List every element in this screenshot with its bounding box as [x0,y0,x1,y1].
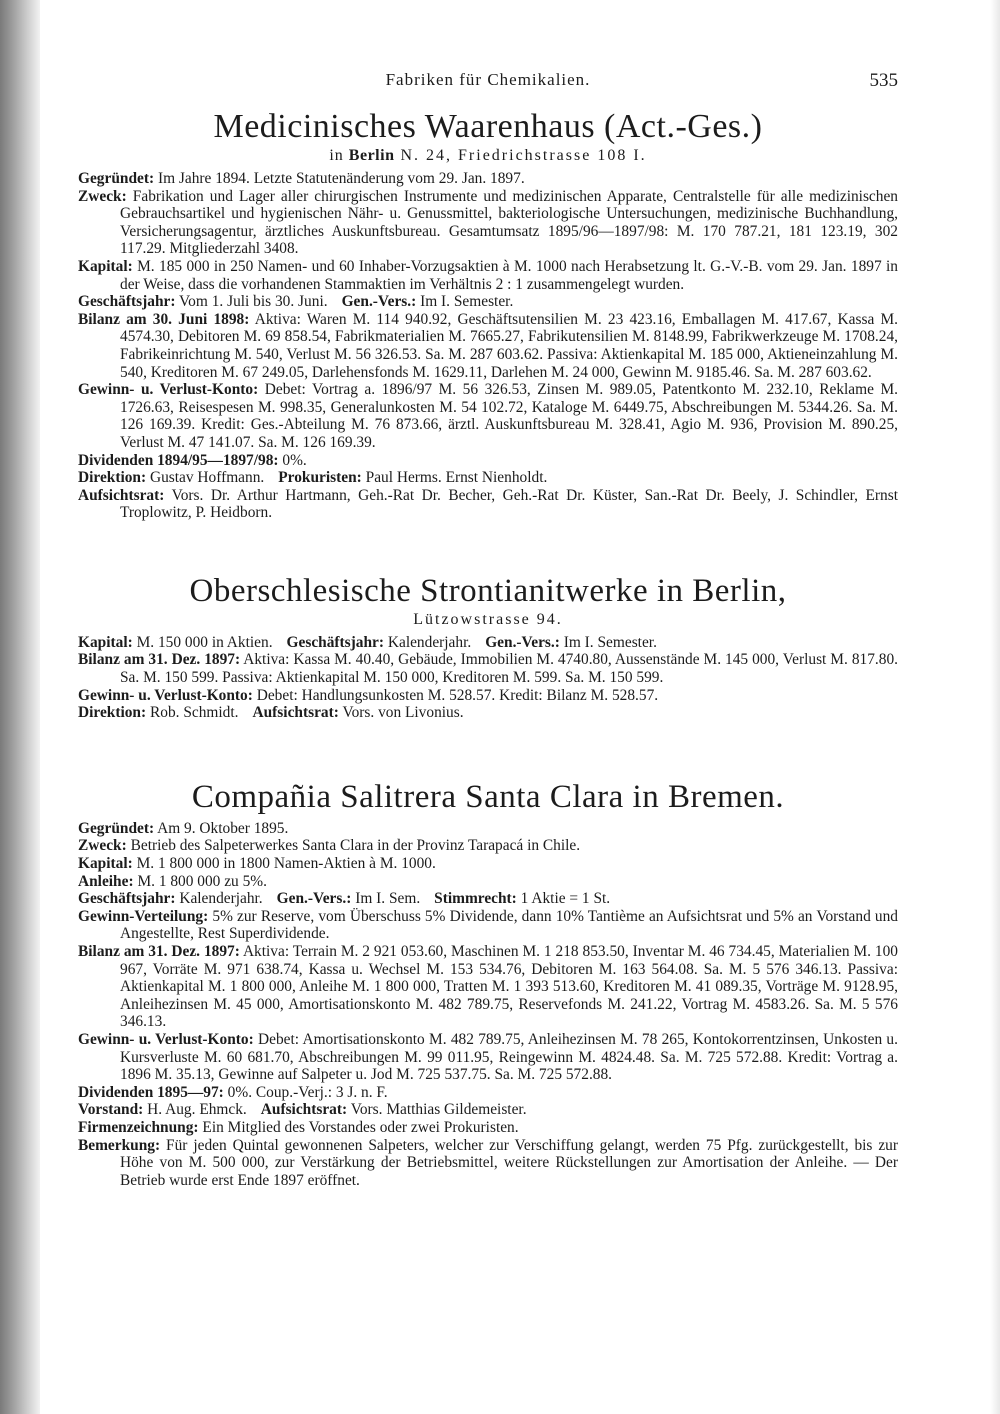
field-label: Gewinn-Verteilung: [78,907,209,925]
field-profit-loss [78,687,898,705]
field-label: Bilanz am 31. Dez. 1897: [78,943,240,960]
field-text: Debet: Vortrag a. 1896/97 M. 56 326.53, Zinsen M. 989.05, Patentkonto M. 232.10, Reklame M. 1726.63, Reisespesen M. 998.35, Generalunkosten M. 54 102.72, Kataloge M. 6449.75, Abschreibungen M. 5344.26. Sa. M. 126 169.39. Kredit: Ges.-Abteilung M. 76 873.66, ärztl. Auskunftsbureau M. 328.41, Agio M. 936, Provision M. 890.25, Verlust M. 47 141.07. Sa. M. 126 169.39. [120,381,898,451]
company-entry [78,778,898,1189]
field-dividends [78,452,898,470]
field-label: Kapital: [78,257,133,275]
field-text: Debet: Handlungsunkosten M. 528.57. Kredit: Bilanz M. 528.57. [256,686,659,704]
company-fields [78,820,898,1189]
field-dividends [78,1084,898,1102]
field-text: H. Aug. Ehmck. [147,1101,247,1119]
page-number: 535 [869,70,898,91]
field-board [78,1101,898,1119]
field-balance [78,311,898,381]
field-label: Firmenzeichnung: [78,1118,199,1136]
field-label: Geschäftsjahr: [286,633,385,651]
field-label: Geschäftsjahr: [78,890,176,908]
field-capital [78,258,898,293]
field-profit-distribution [78,908,898,943]
field-text: Im I. Semester. [563,633,657,651]
field-label: Gewinn- u. Verlust-Konto: [78,381,259,399]
company-title: Compañia Salitrera Santa Clara in Bremen. [191,778,785,815]
company-entry [78,108,898,522]
field-label: Direktion: [78,469,147,487]
field-founded [78,170,898,188]
address-city: Berlin [348,147,395,164]
field-capital [78,855,898,873]
running-header [78,70,898,98]
field-text: Vom 1. Juli bis 30. Juni. [179,293,328,311]
field-text: 0%. [282,451,307,469]
field-fiscal-year [78,890,898,908]
field-label: Anleihe: [78,872,134,890]
field-label: Stimmrecht: [434,890,517,908]
field-label: Geschäftsjahr: [78,293,176,311]
document-page [78,70,898,1189]
field-text: Gustav Hoffmann. [149,469,265,487]
field-capital [78,634,898,652]
company-address: Lützowstrasse 94. [413,610,563,628]
field-label: Bemerkung: [78,1136,161,1154]
field-supervisory-board [78,487,898,522]
field-label: Zweck: [78,187,127,205]
field-text: Kalenderjahr. [179,890,263,908]
field-text: Fabrikation und Lager aller chirurgischen Instrumente und medizinischen Apparate, Centralstelle für alle medizinischen Gebrauchsartikel und hygienischen Nähr- u. Genussmittel, bakteriologische Untersuchungen, medizinische Buchhandlung, Versicherungsagentur, ärztliches Auskunftsbureau. Gesamtumsatz 1895/96—1897/98: M. 170 787.21, 181 123.19, 302 117.29. Mitgliederzahl 3408. [120,187,898,258]
field-text: Ein Mitglied des Vorstandes oder zwei Prokuristen. [202,1118,519,1136]
field-text: M. 185 000 in 250 Namen- und 60 Inhaber-Vorzugsaktien à M. 1000 nach Herabsetzung lt. G.-V.-B. vom 29. Jan. 1897 in der Weise, dass die vorhandenen Stammaktien im Verhältnis 2 : 1 zusammengelegt wurden. [120,257,898,293]
field-text: Aktiva: Kassa M. 40.40, Gebäude, Immobilien M. 4740.80, Aussenstände M. 145 000, Verlust M. 817.80. Sa. M. 150 599. Passiva: Aktienkapital M. 150 000, Kreditoren M. 599. Sa. M. 150 599. [120,651,898,687]
field-label: Dividenden 1894/95—1897/98: [78,451,279,469]
field-label: Gewinn- u. Verlust-Konto: [78,1030,254,1048]
field-text: Im I. Sem. [355,890,421,908]
field-label: Gegründet: [78,170,155,187]
field-purpose [78,837,898,855]
field-label: Aufsichtsrat: [252,704,339,722]
address-prefix: in [329,147,349,164]
field-text: 1 Aktie = 1 St. [520,890,611,908]
field-fiscal-year [78,293,898,311]
field-text: M. 1 800 000 in 1800 Namen-Aktien à M. 1000. [136,855,436,873]
field-loan [78,873,898,891]
field-profit-loss [78,1031,898,1084]
field-label: Gegründet: [78,819,155,837]
field-text: Im I. Semester. [420,293,514,311]
field-text: M. 150 000 in Aktien. [136,633,273,651]
field-label: Zweck: [78,837,127,855]
field-label: Vorstand: [78,1101,144,1119]
company-fields [78,634,898,722]
field-text: Am 9. Oktober 1895. [157,819,289,837]
field-label: Gen.-Vers.: [341,293,417,311]
field-signature [78,1119,898,1137]
field-text: Vors. Matthias Gildemeister. [350,1101,527,1119]
field-purpose [78,188,898,258]
company-title: Medicinisches Waarenhaus (Act.-Ges.) [213,108,763,145]
field-label: Bilanz am 30. Juni 1898: [78,310,250,328]
field-text: Für jeden Quintal gewonnenen Salpeters, welcher zur Verschiffung gelangt, werden 75 Pfg. zurückgestellt, bis zur Höhe von M. 500 000, zur Verstärkung der Betriebsmittel, weitere Rückstellungen zur Amortisation der Anleihe. — Der Betrieb wurde erst Ende 1897 eröffnet. [120,1136,898,1189]
field-label: Direktion: [78,704,147,722]
field-text: M. 1 800 000 zu 5%. [137,872,267,890]
scan-page-edge [990,0,1000,1414]
field-profit-loss [78,381,898,451]
field-text: Aktiva: Waren M. 114 940.92, Geschäftsutensilien M. 23 423.16, Emballagen M. 417.67, Kassa M. 4574.30, Debitoren M. 69 858.54, Fabrikmaterialien M. 7665.27, Fabrikutensilien M. 8148.99, Fabrikwerkzeuge M. 1708.24, Fabrikeinrichtung M. 540, Verlust M. 56 326.53. Sa. M. 287 603.62. Passiva: Aktienkapital M. 185 000, Aktieneinzahlung M. 540, Kreditoren M. 67 249.05, Darlehensfonds M. 1629.11, Darlehen M. 24 000, Gewinn M. 9185.46. Sa. M. 287 603.62. [120,310,898,381]
field-text: 0%. Coup.-Verj.: 3 J. n. F. [227,1083,388,1101]
field-balance [78,651,898,686]
field-text: Kalenderjahr. [387,633,472,651]
field-text: Vors. von Livonius. [342,704,464,722]
field-text: Im Jahre 1894. Letzte Statutenänderung vom 29. Jan. 1897. [157,170,525,187]
field-text: Betrieb des Salpeterwerkes Santa Clara in der Provinz Tarapacá in Chile. [130,837,581,855]
field-label: Kapital: [78,633,133,651]
field-label: Gen.-Vers.: [485,633,560,651]
field-management [78,704,898,722]
field-text: Vors. Dr. Arthur Hartmann, Geh.-Rat Dr. Becher, Geh.-Rat Dr. Küster, San.-Rat Dr. Beely, J. Schindler, Ernst Troplowitz, P. Heidborn. [120,486,898,522]
company-fields [78,170,898,522]
field-remark [78,1137,898,1190]
field-label: Kapital: [78,855,133,873]
field-text: Rob. Schmidt. [149,704,239,722]
field-label: Prokuristen: [278,469,362,487]
field-label: Bilanz am 31. Dez. 1897: [78,651,241,669]
running-title: Fabriken für Chemikalien. [385,70,591,89]
field-text: Aktiva: Terrain M. 2 921 053.60, Maschinen M. 1 218 853.50, Inventar M. 46 734.45, Materialien M. 100 967, Vorräte M. 971 638.74, Kassa u. Wechsel M. 153 534.76, Debitoren M. 163 564.08. Sa. M. 5 576 346.13. Passiva: Aktienkapital M. 1 800 000, Anleihe M. 1 800 000, Tratten M. 1 393 513.60, Kreditoren M. 41 089.35, Vorträge M. 9128.95, Anleihezinsen M. 45 000, Amortisationskonto M. 482 789.75, Reservefonds M. 241.22, Vortrag M. 4583.26. Sa. M. 5 576 346.13. [120,943,899,1031]
company-address [78,146,898,166]
company-entry [78,572,898,722]
address-street: N. 24, Friedrichstrasse 108 I. [394,147,647,164]
scan-binding-shadow [0,0,40,1414]
field-founded [78,820,898,838]
field-label: Aufsichtsrat: [78,486,165,504]
field-text: Debet: Amortisationskonto M. 482 789.75, Anleihezinsen M. 78 265, Kontokorrentzinsen, Unkosten u. Kursverluste M. 60 681.70, Abschreibungen M. 99 011.95, Reingewinn M. 4824.48. Sa. M. 725 572.88. Kredit: Vortrag a. 1896 M. 35.13, Gewinne auf Salpeter u. Jod M. 725 537.75. Sa. M. 725 572.88. [120,1030,898,1084]
field-balance [78,943,898,1031]
field-label: Aufsichtsrat: [260,1101,348,1119]
company-title: Oberschlesische Strontianitwerke in Berlin, [189,572,787,609]
field-label: Gen.-Vers.: [276,890,352,908]
field-label: Dividenden 1895—97: [78,1083,224,1101]
field-text: 5% zur Reserve, vom Überschuss 5% Dividende, dann 10% Tantième an Aufsichtsrat und 5% an Vorstand und Angestellte, Rest Superdividende. [120,907,898,943]
field-management [78,469,898,487]
field-label: Gewinn- u. Verlust-Konto: [78,686,253,704]
field-text: Paul Herms. Ernst Nienholdt. [365,469,548,487]
